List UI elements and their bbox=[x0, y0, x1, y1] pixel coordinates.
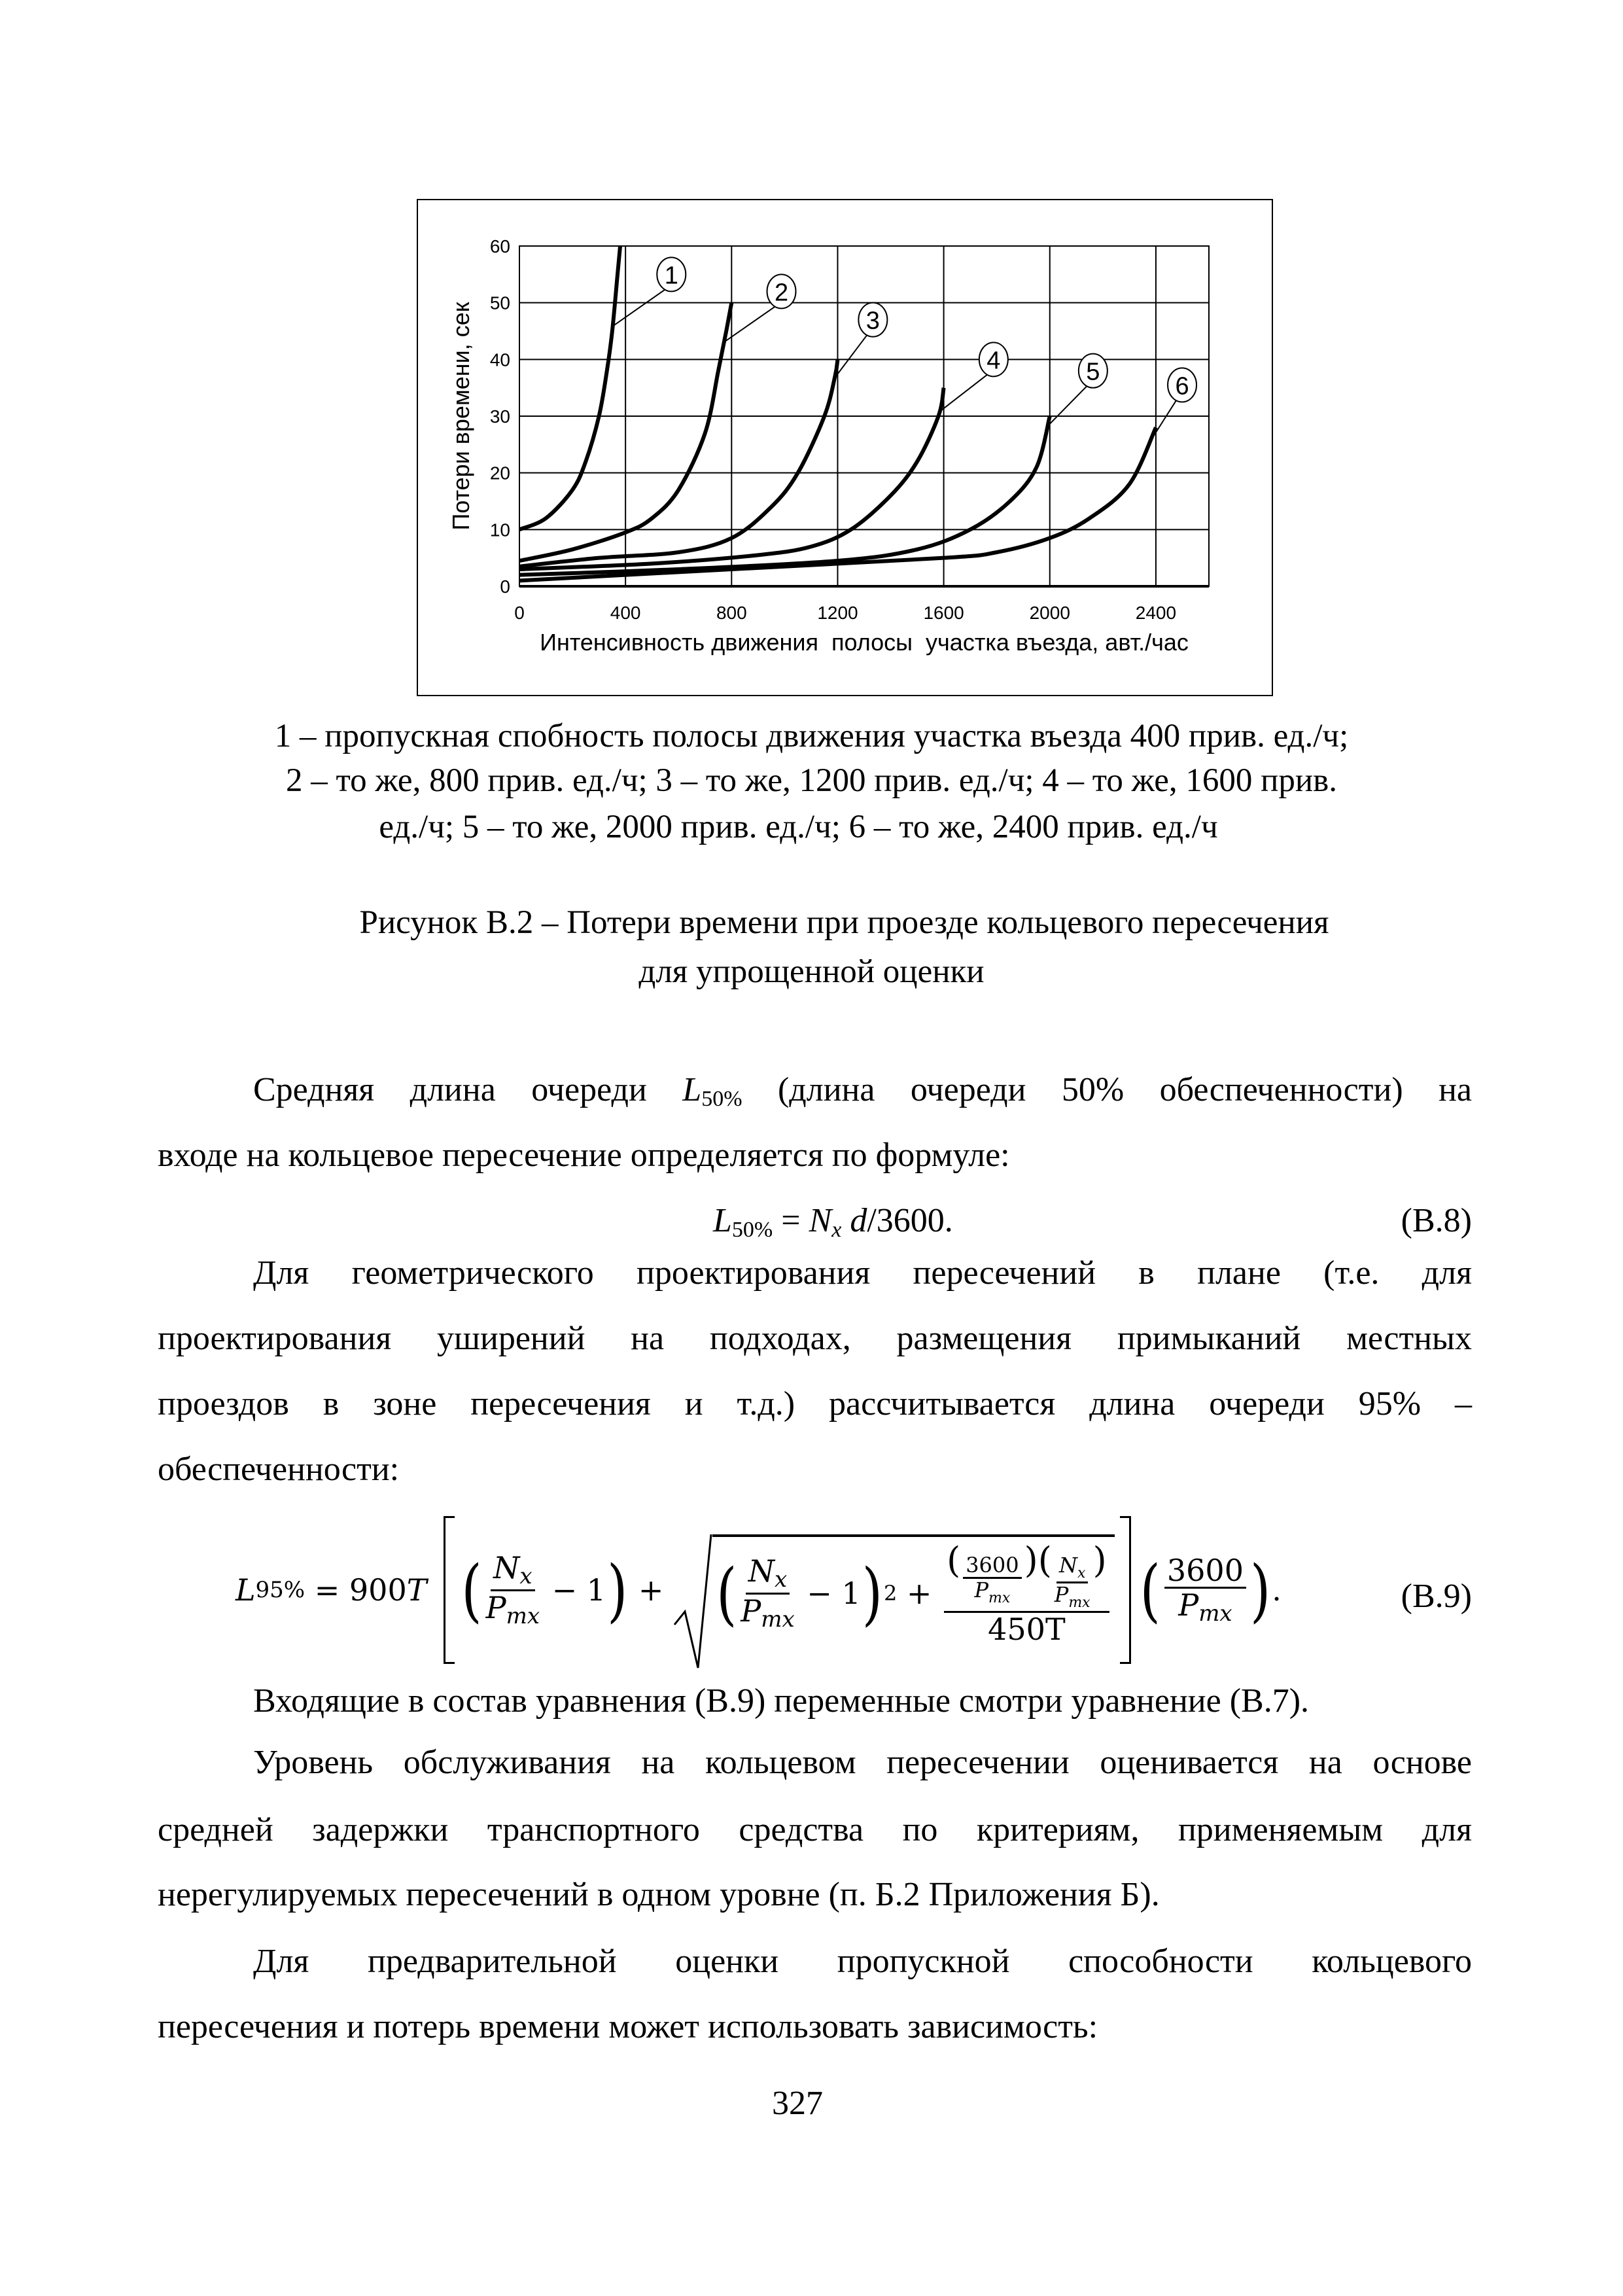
paragraph-1-line-1 bbox=[253, 1070, 1472, 1119]
eq: = bbox=[773, 1202, 809, 1239]
sub: mx bbox=[1068, 1594, 1091, 1611]
minus-one: − 1 bbox=[542, 1572, 606, 1608]
var-P: P bbox=[1178, 1587, 1199, 1623]
sub: x bbox=[775, 1566, 788, 1593]
text: Средняя длина очереди bbox=[253, 1071, 683, 1108]
y-tick-label: 20 bbox=[489, 463, 510, 484]
var-P: P bbox=[741, 1593, 761, 1629]
text: /3600. bbox=[867, 1202, 953, 1239]
x-tick-label: 400 bbox=[610, 603, 641, 623]
sub: x bbox=[1077, 1564, 1086, 1581]
x-tick-label: 0 bbox=[514, 603, 525, 623]
sub: mx bbox=[761, 1606, 795, 1633]
var-L: L bbox=[236, 1572, 256, 1608]
x-tick-label: 2400 bbox=[1135, 603, 1177, 623]
x-tick-label: 1600 bbox=[923, 603, 964, 623]
paragraph-1-line-2: входе на кольцевое пересечение определяется по формуле: bbox=[158, 1137, 1010, 1174]
text: (длина очереди 50% обеспеченности) на bbox=[777, 1071, 1472, 1108]
dot: . bbox=[1272, 1572, 1282, 1608]
x-tick-label: 800 bbox=[716, 603, 747, 623]
paragraph-4-line-1: Уровень обслуживания на кольцевом пересечении оценивается на основе bbox=[253, 1744, 1472, 1781]
legend-line-1: 1 – пропускная спобность полосы движения участка въезда 400 прив. ед./ч; bbox=[274, 718, 1349, 754]
var-N: N bbox=[1058, 1552, 1077, 1578]
legend-line-2: 2 – то же, 800 прив. ед./ч; 3 – то же, 1200 прив. ед./ч; 4 – то же, 1600 прив. bbox=[286, 762, 1337, 799]
formula-b9: L 95% = 900 T ( $\frac{N_x}{P_{mx}}$ − 1 ) + ( $\frac{N_x}{P_{mx}}$ − 1 ) 2 + ( $\frac{3600}{P_{mx}}$ )( $\frac{N_x}{P_{mx}}$ ) 450T ( $\frac{3600}{P_{mx}}$ ) . bbox=[236, 1505, 1282, 1675]
sub: 95% bbox=[255, 1577, 305, 1603]
num-3600: 3600 bbox=[963, 1554, 1021, 1579]
paragraph-5-line-2: пересечения и потерь времени может использовать зависимость: bbox=[158, 2008, 1098, 2045]
eq: = 900 bbox=[305, 1572, 407, 1608]
curve-label-2: 2 bbox=[774, 279, 789, 307]
radical-sign bbox=[672, 1533, 712, 1670]
formula-number: (В.8) bbox=[1401, 1202, 1472, 1239]
var-L: L bbox=[713, 1202, 732, 1239]
var-N: N bbox=[809, 1202, 832, 1239]
paragraph-4-line-3: нерегулируемых пересечений в одном уровне (п. Б.2 Приложения Б). bbox=[158, 1876, 1160, 1913]
time-loss-chart bbox=[417, 199, 1273, 696]
var-P: P bbox=[974, 1577, 989, 1602]
plus: + bbox=[897, 1576, 942, 1611]
legend-line-3: ед./ч; 5 – то же, 2000 прив. ед./ч; 6 – то же, 2400 прив. ед./ч bbox=[379, 809, 1218, 845]
paragraph-2-line-4: обеспеченности: bbox=[158, 1451, 400, 1488]
minus-one: − 1 bbox=[797, 1576, 861, 1611]
exponent: 2 bbox=[883, 1581, 898, 1606]
curve-label-3: 3 bbox=[865, 307, 880, 335]
y-tick-label: 40 bbox=[489, 349, 510, 370]
formula-b8 bbox=[713, 1201, 1472, 1250]
y-axis-label: Потери времени, сек bbox=[447, 302, 474, 531]
curve-label-4: 4 bbox=[986, 347, 1001, 375]
sub: mx bbox=[506, 1602, 540, 1629]
curve-label-6: 6 bbox=[1175, 372, 1189, 400]
right-bracket bbox=[1120, 1516, 1131, 1664]
y-tick-label: 10 bbox=[489, 520, 510, 540]
sub: x bbox=[831, 1218, 842, 1242]
var-N: N bbox=[748, 1553, 775, 1589]
var-N: N bbox=[493, 1550, 520, 1586]
formula-b9-number: (В.9) bbox=[1401, 1578, 1472, 1615]
sub: x bbox=[519, 1563, 532, 1590]
paragraph-2-line-1: Для геометрического проектирования пересечений в плане (т.е. для bbox=[253, 1254, 1472, 1292]
x-axis-label: Интенсивность движения полосы участка въезда, авт./час bbox=[540, 629, 1189, 656]
paragraph-5-line-1: Для предварительной оценки пропускной способности кольцевого bbox=[253, 1943, 1472, 1980]
square-root: ( $\frac{N_x}{P_{mx}}$ − 1 ) 2 + ( $\frac{3600}{P_{mx}}$ )( $\frac{N_x}{P_{mx}}$ ) 450T bbox=[712, 1534, 1115, 1646]
x-tick-label: 2000 bbox=[1029, 603, 1070, 623]
sub: 50% bbox=[731, 1218, 773, 1242]
var-P: P bbox=[1054, 1581, 1069, 1607]
curve-label-1: 1 bbox=[664, 262, 678, 290]
var-P: P bbox=[485, 1589, 506, 1625]
y-tick-label: 50 bbox=[489, 292, 510, 313]
figure-title-2: для упрощенной оценки bbox=[638, 953, 985, 990]
sub: mx bbox=[1198, 1600, 1232, 1627]
figure-title-1: Рисунок В.2 – Потери времени при проезде кольцевого пересечения bbox=[359, 904, 1329, 941]
var-d: d bbox=[841, 1202, 867, 1239]
sub: mx bbox=[988, 1589, 1011, 1606]
page-number: 327 bbox=[772, 2085, 823, 2122]
y-tick-label: 30 bbox=[489, 406, 510, 427]
paragraph-2-line-3: проездов в зоне пересечения и т.д.) рассчитывается длина очереди 95% – bbox=[158, 1385, 1472, 1422]
var-T: T bbox=[406, 1572, 427, 1608]
paragraph-2-line-2: проектирования уширений на подходах, размещения примыканий местных bbox=[158, 1320, 1472, 1357]
paragraph-3: Входящие в состав уравнения (В.9) переменные смотри уравнение (В.7). bbox=[253, 1682, 1310, 1720]
plus: + bbox=[629, 1572, 674, 1608]
y-tick-label: 60 bbox=[489, 236, 510, 256]
denominator: 450T bbox=[988, 1611, 1066, 1647]
num-3600: 3600 bbox=[1164, 1554, 1246, 1589]
paragraph-4-line-2: средней задержки транспортного средства по критериям, применяемым для bbox=[158, 1811, 1472, 1848]
x-tick-label: 1200 bbox=[817, 603, 858, 623]
y-tick-label: 0 bbox=[500, 576, 510, 597]
left-bracket bbox=[444, 1516, 455, 1664]
sub: 50% bbox=[701, 1087, 742, 1111]
var-L: L bbox=[682, 1071, 702, 1108]
curve-label-5: 5 bbox=[1086, 358, 1100, 386]
